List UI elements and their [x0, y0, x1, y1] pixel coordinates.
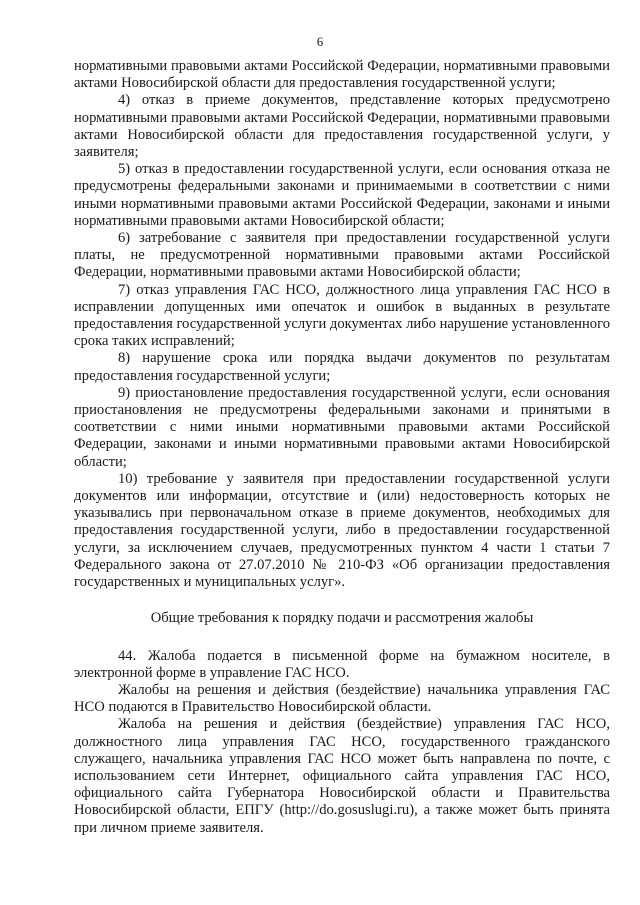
- paragraph: нормативными правовыми актами Российской Федерации, нормативными правовыми актами Новосибирской области для предоставления государственной услуги;: [74, 58, 610, 92]
- section-after-heading: [74, 648, 610, 837]
- paragraph: Жалобы на решения и действия (бездействие) начальника управления ГАС НСО подаются в Правительство Новосибирской области.: [74, 681, 610, 716]
- paragraph: 4) отказ в приеме документов, представление которых предусмотрено нормативными правовыми актами Российской Федерации, нормативными правовыми актами Новосибирской области для предоставления государственной услуги, у заявителя;: [74, 92, 610, 161]
- section-heading: Общие требования к порядку подачи и рассмотрения жалобы: [150, 610, 534, 627]
- paragraph: 7) отказ управления ГАС НСО, должностного лица управления ГАС НСО в исправлении допущенных ими опечаток и ошибок в выданных в результате предоставления государственной услуги документах либо нарушение установленного срока таких исправлений;: [74, 281, 610, 350]
- paragraph: 9) приостановление предоставления государственной услуги, если основания приостановления не предусмотрены федеральными законами и принятыми в соответствии с ними иными нормативными правовыми актами Российской Федерации, законами и иными нормативными правовыми актами Новосибирской области;: [74, 384, 610, 470]
- paragraph: 5) отказ в предоставлении государственной услуги, если основания отказа не предусмотрены федеральными законами и принимаемыми в соответствии с ними иными нормативными правовыми актами Российской Федерации, законами и иными нормативными правовыми актами Новосибирской области;: [74, 161, 610, 229]
- paragraph: 8) нарушение срока или порядка выдачи документов по результатам предоставления государственной услуги;: [74, 350, 610, 384]
- paragraph: 6) затребование с заявителя при предоставлении государственной услуги платы, не предусмотренной нормативными правовыми актами Российской Федерации, нормативными правовыми актами Новосибирской области;: [74, 230, 610, 281]
- page-number: 6: [316, 34, 324, 49]
- section-before-heading: [74, 58, 610, 591]
- paragraph: Жалоба на решения и действия (бездействие) управления ГАС НСО, должностного лица управления ГАС НСО, государственного гражданского служащего, начальника управления ГАС НСО может быть направлена по почте, с использованием сети Интернет, официального сайта управления ГАС НСО, официального сайта Губернатора Новосибирской области и Правительства Новосибирской области, ЕПГУ (http://do.gosuslugi.ru), а также может быть принята при личном приеме заявителя.: [74, 716, 610, 836]
- paragraph: 10) требование у заявителя при предоставлении государственной услуги документов или информации, отсутствие и (или) недостоверность которых не указывались при первоначальном отказе в приеме документов, необходимых для предоставления государственной услуги, либо в предоставлении государственной услуги, за исключением случаев, предусмотренных пунктом 4 части 1 статьи 7 Федерального закона от 27.07.2010 № 210-ФЗ «Об организации предоставления государственных и муниципальных услуг».: [74, 470, 610, 591]
- document-body: [74, 58, 610, 837]
- paragraph: 44. Жалоба подается в письменной форме на бумажном носителе, в электронной форме в управление ГАС НСО.: [74, 647, 610, 681]
